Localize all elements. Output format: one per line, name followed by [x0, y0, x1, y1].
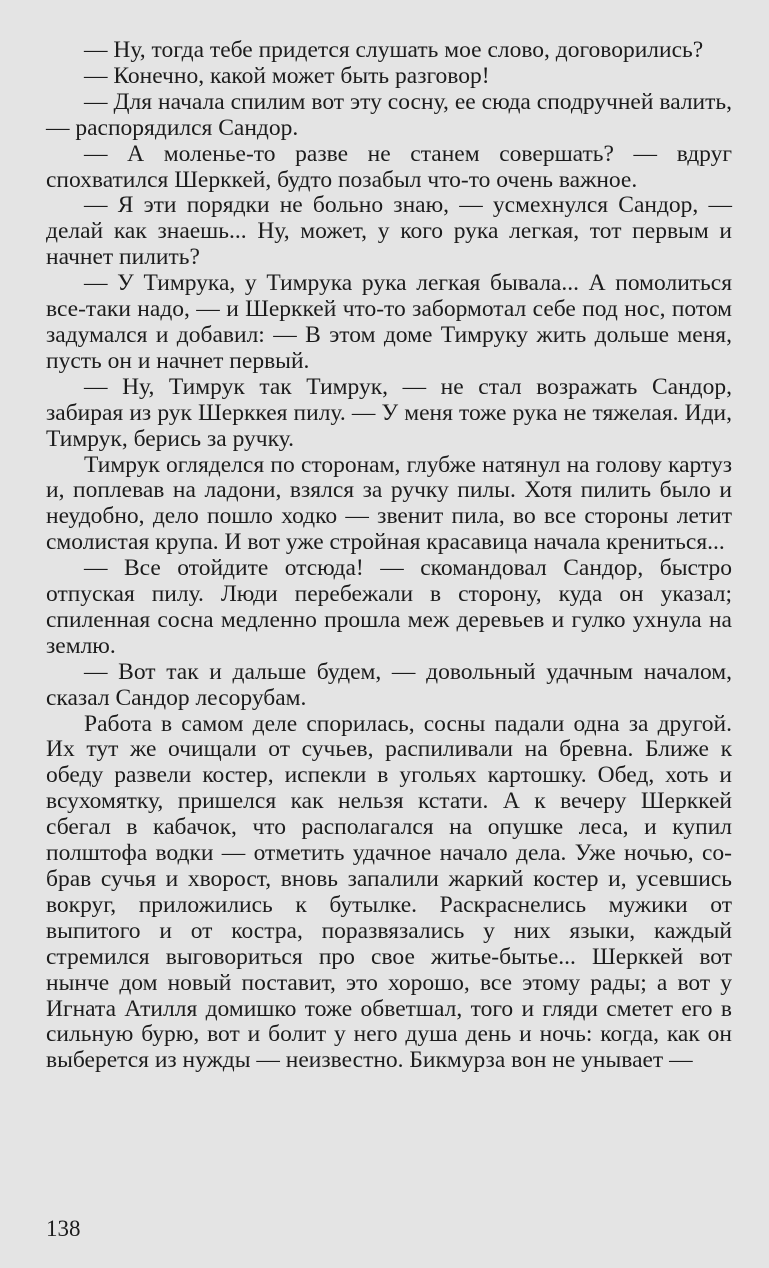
narrative-paragraph-1: Тимрук огляделся по сторонам, глубже натянул на голову картуз и, поплевав на ладони, взялся за ручку пилы. Хотя пилить было и неудобно, дело пошло ходко — звенит пила, во все стороны летит смолистая крупа. И вот уже стройная красавица начала крениться...	[46, 451, 732, 556]
dialogue-paragraph-1: — Ну, тогда тебе придется слушать мое слово, договорились?	[84, 37, 704, 63]
dialogue-paragraph-9: — Вот так и дальше будем, — довольный удачным началом, сказал Сандор лесорубам.	[46, 658, 732, 711]
dialogue-paragraph-8: — Все отойдите отсюда! — скомандовал Сандор, быстро отпуская пилу. Люди перебежали в сторону, куда он указал; спиленная сосна медленно прошла меж деревьев и гулко ухнула на землю.	[46, 555, 732, 659]
dialogue-paragraph-2: — Конечно, какой может быть разговор!	[84, 62, 490, 89]
dialogue-paragraph-3: — Для начала спилим вот эту сосну, ее сюда сподручней валить, — распорядился Сандор.	[46, 88, 732, 141]
dialogue-paragraph-4: — А моленье-то разве не станем совершать? — вдруг спохватился Шерккей, будто позабыл что-то очень важное.	[46, 140, 732, 193]
dialogue-paragraph-7: — Ну, Тимрук так Тимрук, — не стал возражать Сандор, забирая из рук Шерккея пилу. — У меня тоже рука не тяжелая. Иди, Тимрук, берись за ручку.	[46, 373, 732, 452]
dialogue-paragraph-5: — Я эти порядки не больно знаю, — усмехнулся Сандор, — делай как знаешь... Ну, может, у кого рука легкая, тот первым и начнет пилить?	[46, 192, 732, 271]
page-number: 138	[46, 1216, 81, 1241]
page-body-text	[46, 38, 732, 1074]
dialogue-paragraph-6: — У Тимрука, у Тимрука рука легкая бывала... А помолиться все-таки надо, — и Шерккей что-то забормотал себе под нос, потом задумался и добавил: — В этом доме Тимруку жить дольше меня, пусть он и начнет первый.	[46, 270, 732, 374]
narrative-paragraph-2: Работа в самом деле спорилась, сосны падали одна за другой. Их тут же очищали от сучьев, распиливали на бревна. Ближе к обеду развели костер, испекли в угольях картошку. Обед, хоть и всухомятку, пришелся как нельзя кстати. А к вечеру Шерккей сбегал в кабачок, что располагался на опушке леса, и купил полштофа водки — отметить удачное начало дела. Уже ночью, собрав сучья и хворост, вновь запалили жаркий костер и, усевшись вокруг, приложились к бутылке. Раскраснелись мужики от выпитого и от костра, поразвязались у них языки, каждый стремился выговориться про свое житье-бытье... Шерккей вот нынче дом новый поставит, это хорошо, все этому рады; а вот у Игната Атилля домишко тоже обветшал, того и гляди сметет его в сильную бурю, вот и болит у него душа день и ночь: когда, как он выберется из нужды — неизвестно. Бикмурза вон не унывает —	[46, 710, 732, 1074]
